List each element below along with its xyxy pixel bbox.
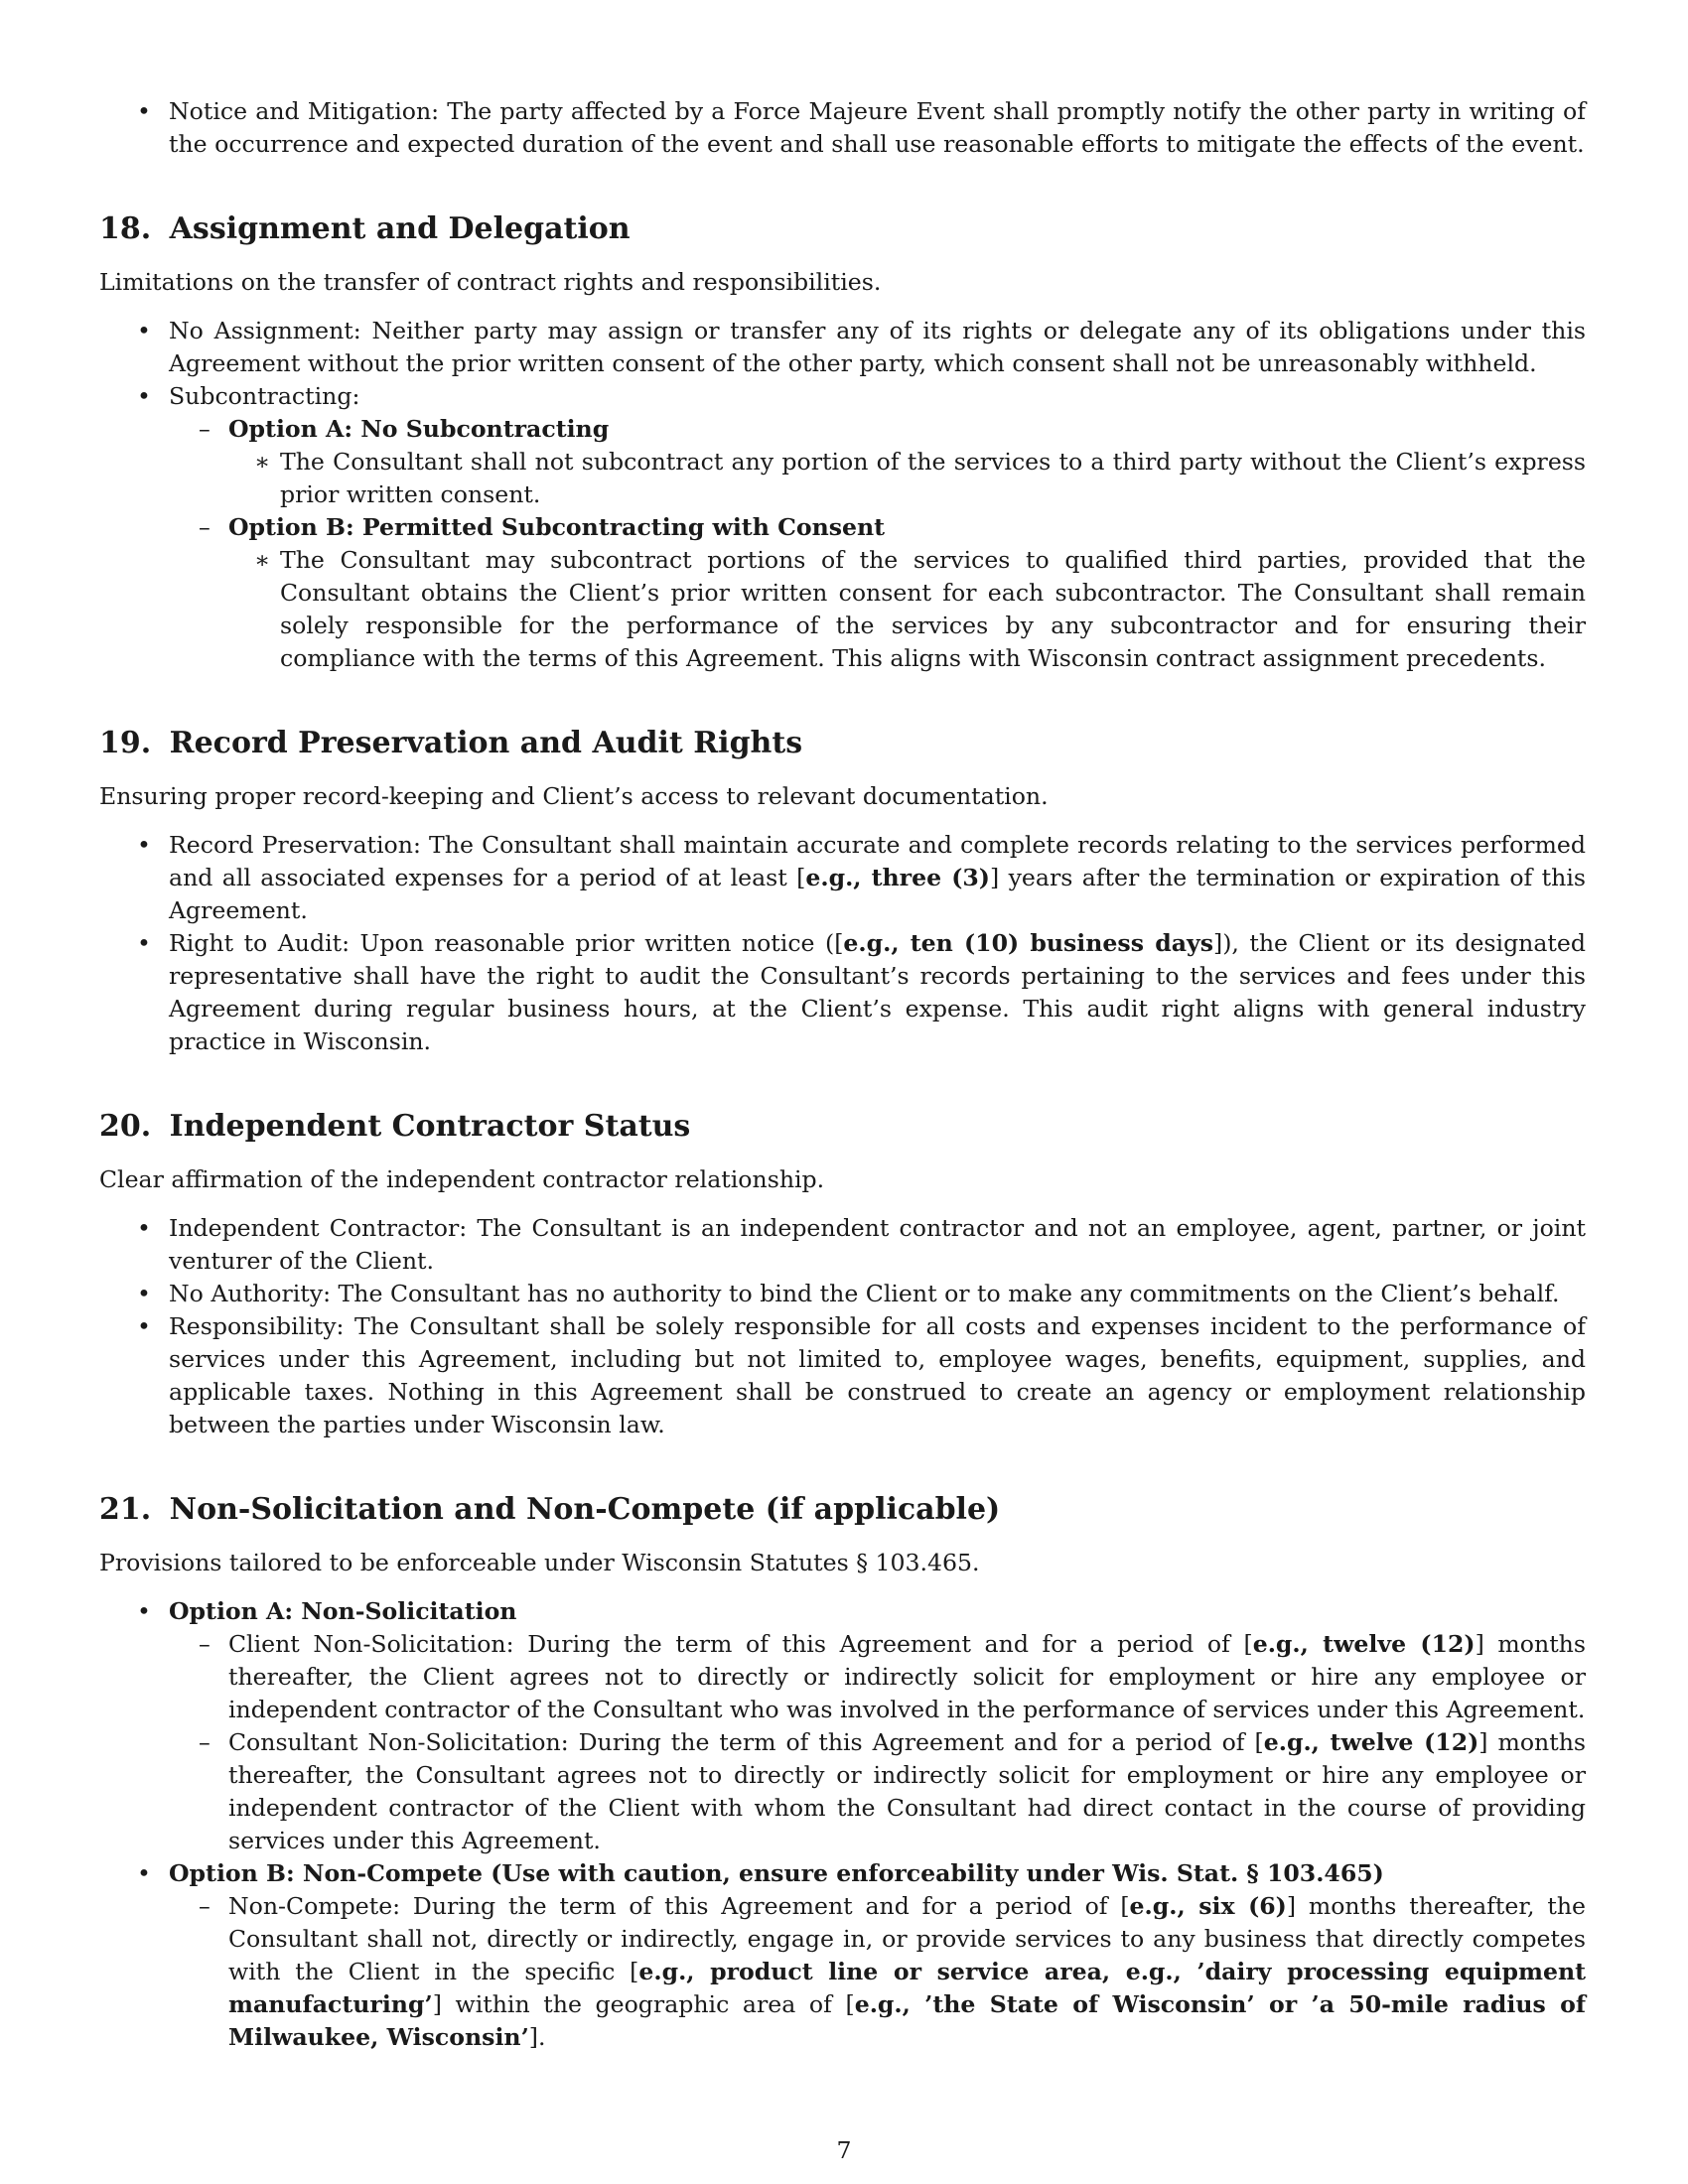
- bullet-icon: •: [137, 929, 151, 957]
- dash-icon: –: [199, 1630, 211, 1658]
- list-item: – Consultant Non-Solicitation: During the term of this Agreement and for a period of [e.g., twelve (12)] months thereafter, the Consultant agrees not to directly or indirectly solicit for employment or hire any employee or independent contractor of the Client with whom the Consultant had direct contact in the course of providing services under this Agreement.: [199, 1728, 1587, 1854]
- asterisk-icon: ∗: [254, 448, 271, 476]
- option-title: Option B: Permitted Subcontracting with Consent: [228, 513, 886, 541]
- section-heading-18: 18. Assignment and Delegation: [99, 211, 631, 246]
- section-19-list: [99, 829, 1586, 1058]
- option-title: Option A: Non-Solicitation: [169, 1597, 517, 1625]
- list-item: • No Authority: The Consultant has no authority to bind the Client or to make any commitments on the Client’s behalf.: [99, 1278, 1586, 1310]
- list-item: [99, 95, 1586, 161]
- dash-icon: –: [199, 1892, 211, 1920]
- list-item: • Record Preservation: The Consultant shall maintain accurate and complete records relating to the services performed and all associated expenses for a period of at least [e.g., three (3)] years after the termination or expiration of this Agreement.: [137, 831, 1587, 924]
- dash-icon: –: [199, 513, 211, 541]
- list-item: ∗ The Consultant shall not subcontract any portion of the services to a third party without the Client’s express prior written consent.: [254, 448, 1586, 508]
- list-item: • Right to Audit: Upon reasonable prior written notice ([e.g., ten (10) business days]), the Client or its designated representative shall have the right to audit the Consultant’s records pertaining to the services and fees under this Agreement during regular business hours, at the Client’s expense. This audit right aligns with general industry practice in Wisconsin.: [137, 929, 1586, 1055]
- section-heading-21: 21. Non-Solicitation and Non-Compete (if applicable): [99, 1492, 1001, 1527]
- bullet-icon: •: [137, 831, 151, 859]
- bullet-icon: •: [137, 1214, 151, 1242]
- bullet-icon: •: [137, 1280, 151, 1307]
- list-item: • Responsibility: The Consultant shall be solely responsible for all costs and expenses incident to the performance of services under this Agreement, including but not limited to, employee wages, benefits, equipment, supplies, and applicable taxes. Nothing in this Agreement shall be construed to create an agency or employment relationship between the parties under Wisconsin law.: [137, 1312, 1586, 1438]
- subcontracting-options: [99, 413, 1586, 675]
- list-item: • Subcontracting:: [99, 380, 1586, 413]
- section-21-list: [99, 1595, 1586, 2054]
- bullet-icon: •: [137, 97, 151, 125]
- section-heading-19: 19. Record Preservation and Audit Rights: [99, 726, 803, 760]
- list-item: [99, 1857, 1586, 1890]
- bullet-icon: •: [137, 1597, 151, 1625]
- list-item: [99, 1595, 1586, 1628]
- list-item: • No Assignment: Neither party may assign or transfer any of its rights or delegate any of its obligations under this Agreement without the prior written consent of the other party, which consent shall not be unreasonably withheld.: [137, 317, 1586, 377]
- option-title: Option B: Non-Compete (Use with caution, ensure enforceability under Wis. Stat. § 103.465): [169, 1859, 1384, 1887]
- list-item: ∗ The Consultant may subcontract portions of the services to qualified third parties, provided that the Consultant obtains the Client’s prior written consent for each subcontractor. The Consultant shall remain solely responsible for the performance of the services by any subcontractor and for ensuring their compliance with the terms of this Agreement. This aligns with Wisconsin contract assignment precedents.: [254, 546, 1586, 672]
- document-page: [99, 95, 1586, 2054]
- list-item: [99, 413, 1586, 446]
- section-20-list: [99, 1212, 1586, 1441]
- section-intro: Ensuring proper record-keeping and Client’s access to relevant documentation.: [99, 782, 1049, 810]
- force-majeure-list: [99, 95, 1586, 161]
- dash-icon: –: [199, 415, 211, 443]
- list-item: [99, 511, 1586, 544]
- list-item: – Client Non-Solicitation: During the term of this Agreement and for a period of [e.g., twelve (12)] months thereafter, the Client agrees not to directly or indirectly solicit for employment or hire any employee or independent contractor of the Consultant who was involved in the performance of services under this Agreement.: [199, 1630, 1586, 1723]
- section-intro: Limitations on the transfer of contract rights and responsibilities.: [99, 268, 882, 296]
- dash-icon: –: [199, 1728, 211, 1756]
- bullet-icon: •: [137, 317, 151, 344]
- option-title: Option A: No Subcontracting: [228, 415, 610, 443]
- list-item: • Independent Contractor: The Consultant is an independent contractor and not an employee, agent, partner, or joint venturer of the Client.: [137, 1214, 1586, 1275]
- section-intro: Provisions tailored to be enforceable under Wisconsin Statutes § 103.465.: [99, 1549, 980, 1576]
- bullet-icon: •: [137, 382, 151, 410]
- list-item: – Non-Compete: During the term of this Agreement and for a period of [e.g., six (6)] months thereafter, the Consultant shall not, directly or indirectly, engage in, or provide services to any business that directly competes with the Client in the specific [e.g., product line or service area, e.g., ’dairy processing equipment manufacturing’] within the geographic area of [e.g., ’the State of Wisconsin’ or ’a 50-mile radius of Milwaukee, Wisconsin’].: [199, 1892, 1587, 2051]
- section-18-list: [99, 315, 1586, 413]
- bullet-icon: •: [137, 1312, 151, 1340]
- notice-mitigation-text: Notice and Mitigation: The party affected by a Force Majeure Event shall promptly notify the other party in writing of the occurrence and expected duration of the event and shall use reasonable efforts to mitigate the effects of the event.: [169, 97, 1586, 158]
- bullet-icon: •: [137, 1859, 151, 1887]
- section-heading-20: 20. Independent Contractor Status: [99, 1109, 691, 1144]
- section-intro: Clear affirmation of the independent contractor relationship.: [99, 1165, 825, 1193]
- asterisk-icon: ∗: [254, 546, 271, 574]
- page-number: 7: [836, 2136, 852, 2164]
